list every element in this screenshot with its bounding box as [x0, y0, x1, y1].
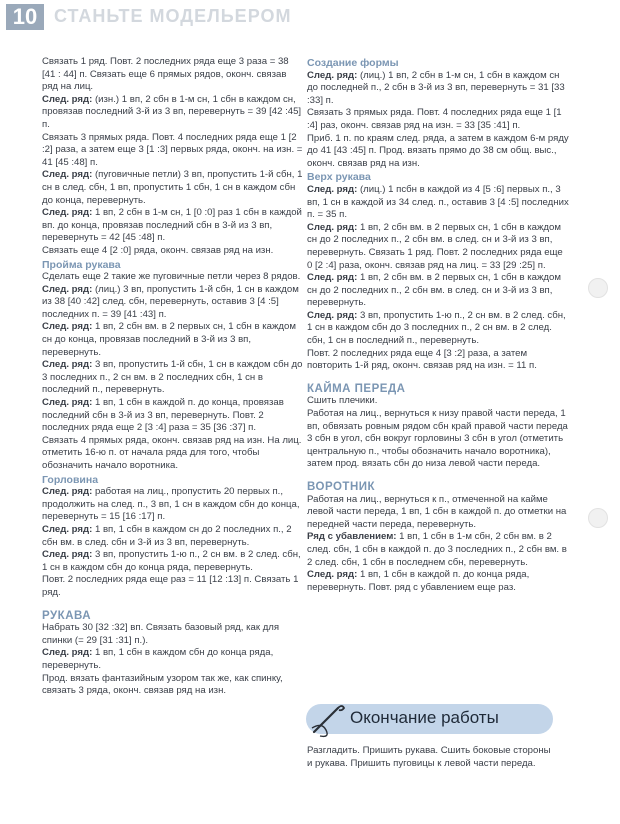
row-label: След. ряд:	[42, 549, 93, 561]
paragraph-text: 1 вп, 1 сбн в каждой п. до конца, провязав последний сбн в 3-й из 3 вп, перевернуть. Повт. 2 последних ряда еще 2 [3 :4] раза = 35 [36 :37] п.	[42, 397, 284, 434]
left-column	[42, 56, 304, 698]
crochet-hook-icon	[308, 698, 348, 738]
paragraph-text: Связать 3 прямых ряда. Повт. 4 последних ряда еще 1 [2 :2] раза, а затем еще 3 [1 :3] первых ряда, оконч. на изн. = 41 [45 :48] п.	[42, 131, 303, 168]
section-heading: ВОРОТНИК	[307, 481, 376, 493]
paragraph	[42, 647, 304, 672]
row-label: След. ряд:	[42, 321, 93, 333]
paragraph	[307, 348, 569, 373]
paragraph-text: 3 вп, пропустить 1-й сбн, 1 сн в каждом сбн до 3 последних п., 2 сн вм. в 2 последних сбн, 1 сн в последний п., перевернуть.	[42, 359, 303, 396]
paragraph	[42, 435, 304, 473]
paragraph-text: 3 вп, пропустить 1-ю п., 2 сн вм. в 2 след. сбн, 1 сн в каждом сбн до 3 последних п., 2 сн вм. в 2 след. сбн, 1 сн в последний п., перевернуть.	[307, 309, 566, 347]
page-title: СТАНЬТЕ МОДЕЛЬЕРОМ	[54, 6, 292, 26]
row-label: След. ряд:	[307, 272, 358, 284]
paragraph-text: 1 вп, 1 сбн в каждом сбн до конца ряда, перевернуть.	[42, 647, 274, 671]
paragraph	[307, 184, 569, 222]
paragraph	[42, 622, 304, 647]
paragraph	[307, 272, 569, 310]
paragraph	[307, 408, 569, 471]
paragraph	[42, 207, 304, 245]
paragraph-text: 1 вп, 1 сбн в каждом сн до 2 последних п., 2 сбн вм. в след. сбн и 3-й из 3 вп, перевернуть.	[42, 523, 292, 548]
section-heading: Пройма рукава	[42, 258, 121, 271]
paragraph-text: Повт. 2 последних ряда еще раз = 11 [12 :13] п. Связать 1 ряд.	[42, 574, 299, 598]
paragraph	[307, 395, 569, 408]
paragraph	[42, 321, 304, 359]
paragraph	[42, 169, 304, 207]
paragraph-text: Прод. вязать фантазийным узором так же, как спинку, связать 3 ряда, оконч. связав ряд на изн.	[42, 672, 283, 697]
row-label: Ряд с убавлением:	[307, 531, 397, 543]
row-label: След. ряд:	[307, 569, 358, 581]
paragraph	[42, 397, 304, 435]
paragraph	[307, 569, 569, 594]
row-label: След. ряд:	[42, 93, 93, 105]
paragraph	[42, 284, 304, 322]
paragraph-text: Связать еще 4 [2 :0] ряда, оконч. связав ряд на изн.	[42, 244, 274, 256]
row-label: След. ряд:	[307, 221, 358, 233]
paragraph	[307, 107, 569, 132]
finish-text: Разгладить. Пришить рукава. Сшить боковые стороны и рукава. Пришить пуговицы к левой части переда.	[307, 745, 551, 769]
paragraph	[42, 574, 304, 599]
paragraph-text: Работая на лиц., вернуться к низу правой части переда, 1 вп, обвязать ровным рядом сбн край правой части переда 3 сбн в угол, сбн вокруг горловины 3 сбн в угол (отметить центральную п., чтобы обозначить начало воротника), затем прод. вязать сбн до низа левой части переда.	[307, 408, 568, 470]
section-heading: РУКАВА	[42, 609, 92, 622]
paragraph-text: 1 вп, 2 сбн вм. в 2 первых сн, 1 сбн в каждом сн до 2 последних п., 2 сбн вм. в след. сн и 3-й из 3 вп, перевернуть.	[307, 272, 561, 309]
paragraph-text: (изн.) 1 вп, 2 сбн в 1-м сн, 1 сбн в каждом сн, провязав последний 3-й из 3 вп, перевернуть = 39 [42 :45] п.	[42, 93, 302, 130]
right-column	[307, 56, 569, 594]
paragraph	[42, 94, 304, 132]
paragraph-text: 1 вп, 1 сбн в каждой п. до конца ряда, перевернуть. Повт. ряд с убавлением еще раз.	[307, 569, 530, 593]
paragraph-text: (лиц.) 1 вп, 2 сбн в 1-м сн, 1 сбн в каждом сн до последней п., 2 сбн в 3-й из 3 вп, перевернуть = 31 [33 :33] п.	[307, 69, 565, 106]
row-label: След. ряд:	[42, 359, 93, 371]
paragraph	[42, 359, 304, 397]
binder-hole	[588, 278, 608, 298]
paragraph-text: Набрать 30 [32 :32] вп. Связать базовый ряд, как для спинки (= 29 [31 :31] п.).	[42, 622, 280, 646]
paragraph-text: работая на лиц., пропустить 20 первых п., продолжить на след. п., 3 вп, 1 сн в каждом сбн до конца, перевернуть = 15 [16 :17] п.	[42, 486, 300, 523]
row-label: След. ряд:	[42, 397, 93, 409]
row-label: След. ряд:	[307, 309, 358, 321]
row-label: След. ряд:	[42, 283, 93, 295]
section-heading: Создание формы	[307, 57, 399, 69]
paragraph	[42, 549, 304, 574]
paragraph	[42, 524, 304, 549]
paragraph-text: Связать 3 прямых ряда. Повт. 4 последних ряда еще 1 [1 :4] раз, оконч. связав ряд на изн. = 33 [35 :41] п.	[307, 107, 562, 131]
paragraph	[42, 271, 304, 284]
row-label: След. ряд:	[307, 69, 358, 81]
paragraph	[42, 673, 304, 698]
paragraph-text: 3 вп, пропустить 1-ю п., 2 сн вм. в 2 след. сбн, 1 сн в каждом сбн до конца ряда, перевернуть.	[42, 549, 301, 573]
paragraph-text: Сделать еще 2 такие же пуговичные петли через 8 рядов.	[42, 271, 301, 283]
paragraph	[307, 494, 569, 532]
paragraph	[42, 132, 304, 170]
paragraph	[307, 310, 569, 348]
paragraph	[42, 56, 304, 94]
row-label: След. ряд:	[42, 523, 93, 535]
section-heading: Горловина	[42, 473, 99, 486]
page-number: 10	[6, 4, 44, 30]
paragraph-text: (пуговичные петли) 3 вп, пропустить 1-й сбн, 1 сн в след. сбн, 1 вп, пропустить 1 сбн, 1 сн в каждом сбн до конца, перевернуть.	[42, 169, 303, 206]
section-heading: КАЙМА ПЕРЕДА	[307, 382, 406, 395]
paragraph	[307, 222, 569, 272]
paragraph-text: Повт. 2 последних ряда еще 4 [3 :2] раза, а затем повторить 1-й ряд, оконч. связав ряд на изн. = 11 п.	[307, 347, 537, 372]
paragraph-text: 1 вп, 2 сбн вм. в 2 первых сн, 1 сбн в каждом сн до 2 последних п., 2 сбн вм. в след. сн и 3-й из 3 вп, перевернуть. Связать 1 ряд. Повт. 2 последних ряда еще 0 [2 :4] раза, оконч. связав ряд на лиц. = 33 [29 :25] п.	[307, 221, 563, 271]
paragraph	[307, 133, 569, 171]
paragraph-text: Связать 4 прямых ряда, оконч. связав ряд на изн. На лиц. отметить 16-ю п. от начала ряда для того, чтобы обозначить начало воротника.	[42, 434, 302, 471]
row-label: След. ряд:	[42, 207, 93, 219]
paragraph-text: (лиц.) 3 вп, пропустить 1-й сбн, 1 сн в каждом из 38 [40 :42] след. сбн, перевернуть, оставив 3 [4 :5] последних п. = 39 [41 :43] п.	[42, 283, 299, 320]
paragraph	[42, 245, 304, 258]
paragraph-text: Сшить плечики.	[307, 395, 378, 407]
row-label: След. ряд:	[307, 183, 358, 195]
row-label: След. ряд:	[42, 647, 93, 659]
page-header	[0, 0, 620, 32]
row-label: След. ряд:	[42, 486, 93, 498]
paragraph-text: 1 вп, 2 сбн вм. в 2 первых сн, 1 сбн в каждом сн до конца, провязав последний в 3-й из 3 вп, перевернуть.	[42, 321, 296, 358]
paragraph-text: (лиц.) 1 псбн в каждой из 4 [5 :6] первых п., 3 вп, 1 сн в каждой из 34 след. п., оставив 3 [4 :5] последних п. = 35 п.	[307, 183, 569, 221]
paragraph	[307, 70, 569, 108]
paragraph-text: 1 вп, 1 сбн в 1-м сбн, 2 сбн вм. в 2 след. сбн, 1 сбн в каждой п. до 3 последних п., 2 сбн вм. в 2 след. сбн, 1 сбн в последнем сбн, перевернуть.	[307, 531, 567, 568]
paragraph-text: Приб. 1 п. по краям след. ряда, а затем в каждом 6-м ряду до 41 [43 :45] п. Прод. вязать прямо до 38 см общ. выс., оконч. связав ряд на изн.	[307, 132, 569, 169]
paragraph-text: 1 вп, 2 сбн в 1-м сн, 1 [0 :0] раз 1 сбн в каждой вп. до конца, провязав последний сбн в 3-й из 3 вп, перевернуть = 42 [45 :48] п.	[42, 207, 302, 244]
section-heading: Верх рукава	[307, 171, 371, 184]
paragraph-text: Работая на лиц., вернуться к п., отмеченной на кайме левой части переда, 1 вп, 1 сбн в каждой п. до отметки на передней части переда, перевернуть.	[307, 493, 567, 530]
paragraph	[42, 486, 304, 524]
row-label: След. ряд:	[42, 169, 93, 181]
finish-title: Окончание работы	[350, 708, 499, 727]
paragraph-text: Связать 1 ряд. Повт. 2 последних ряда еще 3 раза = 38 [41 : 44] п. Связать еще 6 прямых рядов, оконч. связав ряд на лиц.	[42, 56, 289, 93]
paragraph	[307, 531, 569, 569]
binder-hole	[588, 508, 608, 528]
